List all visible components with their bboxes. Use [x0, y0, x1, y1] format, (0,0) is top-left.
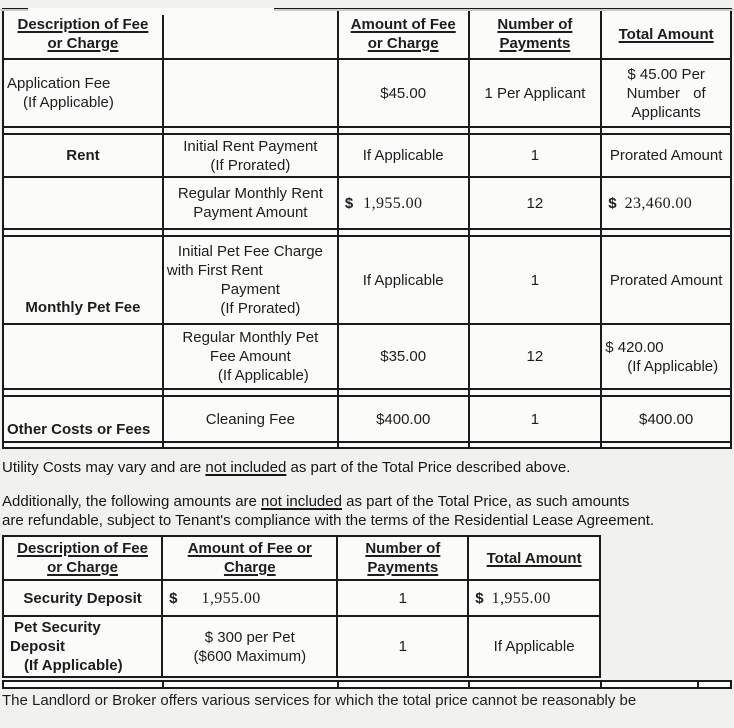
cell-description: Monthly Pet Fee — [3, 236, 163, 324]
note-text: Additionally, the following amounts are — [2, 493, 262, 510]
cell-amount — [338, 177, 469, 229]
cell-payments: 1 Per Applicant — [469, 59, 602, 127]
table-row-application-fee — [3, 59, 731, 127]
filled-value: 1,955.00 — [201, 589, 261, 607]
cell-line: (If Applicable) — [23, 94, 114, 111]
cell-description — [3, 177, 163, 229]
separator-row — [3, 442, 731, 448]
cell-subdescription — [163, 177, 338, 229]
note-underlined-text: not included — [205, 459, 287, 476]
cell-line: Fee Amount — [209, 348, 291, 365]
currency-sign: $ — [169, 589, 178, 607]
cell-amount: If Applicable — [338, 236, 469, 324]
footer-clipped-text: The Landlord or Broker offers various services for which the total price cannot be reasonably be — [2, 692, 637, 709]
table-row-pet-security-deposit — [3, 616, 600, 677]
note-text: as part of the Total Price described above. — [286, 459, 571, 476]
cell-amount — [162, 580, 337, 616]
header-line: Number of — [497, 16, 573, 33]
cell-line: with First Rent — [166, 262, 263, 279]
header-line: Total Amount — [486, 549, 582, 567]
header-total — [468, 536, 600, 580]
cell-payments: 1 — [337, 616, 468, 677]
table-row-rent-regular — [3, 177, 731, 229]
cell-line: Payment — [220, 281, 280, 298]
cell-line: (If Applicable) — [24, 657, 123, 674]
cell-subdescription — [163, 59, 338, 127]
cell-subdescription — [163, 324, 338, 389]
cell-line: Regular Monthly Pet — [182, 329, 319, 346]
cell-line: (If Prorated) — [210, 156, 291, 174]
currency-sign: $ — [344, 194, 354, 212]
note-text: are refundable, subject to Tenant's compliance with the terms of the Residential Lease Agreement. — [2, 512, 655, 529]
cell-amount: $45.00 — [338, 59, 469, 127]
currency-sign: $ — [475, 589, 484, 607]
cell-total: If Applicable — [468, 616, 600, 677]
cell-line: Initial Rent Payment — [183, 137, 318, 155]
fee-schedule-table — [2, 8, 732, 449]
cell-line: $ 45.00 Per — [627, 65, 705, 83]
deposit-table — [2, 535, 601, 678]
note-text: Utility Costs may vary and are — [2, 459, 206, 476]
cell-line: (If Prorated) — [220, 300, 301, 317]
header-description — [3, 536, 162, 580]
additional-amounts-note — [2, 492, 726, 530]
cell-line: (If Applicable) — [627, 357, 719, 375]
cell-line: $ 420.00 — [605, 338, 664, 356]
table-row-rent-initial — [3, 134, 731, 177]
table-header-row — [3, 9, 731, 59]
header-line: or Charge — [47, 559, 118, 576]
cell-line: Pet Security — [14, 619, 101, 636]
cell-line: Deposit — [10, 638, 66, 655]
table-row-security-deposit — [3, 580, 600, 616]
cell-amount — [162, 616, 337, 677]
header-line: or Charge — [367, 35, 439, 52]
cell-total — [468, 580, 600, 616]
header-description — [3, 9, 163, 59]
cell-subdescription: Cleaning Fee — [163, 396, 338, 442]
scanned-lease-fee-document — [0, 8, 734, 728]
table-row-pet-initial — [3, 236, 731, 324]
cell-total — [601, 59, 731, 127]
header-line: Number of — [365, 540, 441, 557]
header-line: Payments — [367, 559, 439, 576]
cell-subdescription — [163, 236, 338, 324]
header-line: Amount of Fee or — [187, 540, 312, 557]
header-total — [601, 9, 731, 59]
cell-subdescription — [163, 134, 338, 177]
cell-total — [601, 324, 731, 389]
cell-description — [3, 324, 163, 389]
cell-payments: 1 — [337, 580, 468, 616]
header-line: Description of Fee — [17, 16, 149, 33]
strip-divider — [697, 682, 699, 687]
cell-description: Security Deposit — [3, 580, 162, 616]
cell-line: Applicants — [631, 103, 701, 121]
cell-total — [601, 177, 731, 229]
header-line: Amount of Fee — [350, 16, 456, 33]
cell-line: Payment Amount — [193, 204, 308, 221]
cell-total: Prorated Amount — [601, 134, 731, 177]
cutoff-table-strip — [2, 680, 732, 689]
cell-payments: 1 — [469, 134, 602, 177]
table-row-other-costs — [3, 396, 731, 442]
header-line: or Charge — [47, 35, 119, 52]
header-line: Total Amount — [618, 25, 714, 43]
strip-divider — [162, 682, 164, 687]
filled-value: 1,955.00 — [363, 194, 423, 212]
cell-line: $ 300 per Pet — [204, 628, 295, 646]
cell-description — [3, 59, 163, 127]
separator-row — [3, 389, 731, 396]
cell-line: (If Applicable) — [217, 367, 309, 384]
cell-amount: $35.00 — [338, 324, 469, 389]
note-underlined-text: not included — [261, 493, 342, 510]
cell-line: Regular Monthly Rent — [177, 185, 323, 202]
cell-amount: If Applicable — [338, 134, 469, 177]
cell-total: Prorated Amount — [601, 236, 731, 324]
currency-sign: $ — [608, 194, 617, 212]
header-line: Description of Fee — [17, 540, 148, 557]
separator-row — [3, 127, 731, 134]
header-line: Payments — [499, 35, 571, 52]
table-row-pet-regular — [3, 324, 731, 389]
cell-payments: 1 — [469, 396, 602, 442]
cell-line: ($600 Maximum) — [193, 647, 307, 665]
strip-divider — [468, 682, 470, 687]
cell-payments: 1 — [469, 236, 602, 324]
header-amount — [338, 9, 469, 59]
strip-divider — [337, 682, 339, 687]
cell-total: $400.00 — [601, 396, 731, 442]
separator-row — [3, 229, 731, 236]
table-header-row — [3, 536, 600, 580]
utility-costs-note — [2, 458, 734, 477]
header-payments — [337, 536, 468, 580]
filled-value: 23,460.00 — [624, 194, 693, 212]
header-amount — [162, 536, 337, 580]
cell-line: Application Fee — [7, 75, 111, 92]
scan-artifact-patch — [28, 8, 274, 15]
header-line: Charge — [223, 559, 276, 576]
cell-description — [3, 616, 162, 677]
cell-description: Rent — [3, 134, 163, 177]
header-payments — [469, 9, 602, 59]
header-subdescription-empty — [163, 9, 338, 59]
cell-description: Other Costs or Fees — [3, 396, 163, 442]
note-text: as part of the Total Price, as such amounts — [341, 493, 630, 510]
strip-divider — [600, 682, 602, 687]
filled-value: 1,955.00 — [491, 589, 551, 607]
cell-line: Number of — [626, 84, 706, 102]
cell-amount: $400.00 — [338, 396, 469, 442]
cell-payments: 12 — [469, 177, 602, 229]
cell-payments: 12 — [469, 324, 602, 389]
cell-line: Initial Pet Fee Charge — [177, 243, 323, 260]
